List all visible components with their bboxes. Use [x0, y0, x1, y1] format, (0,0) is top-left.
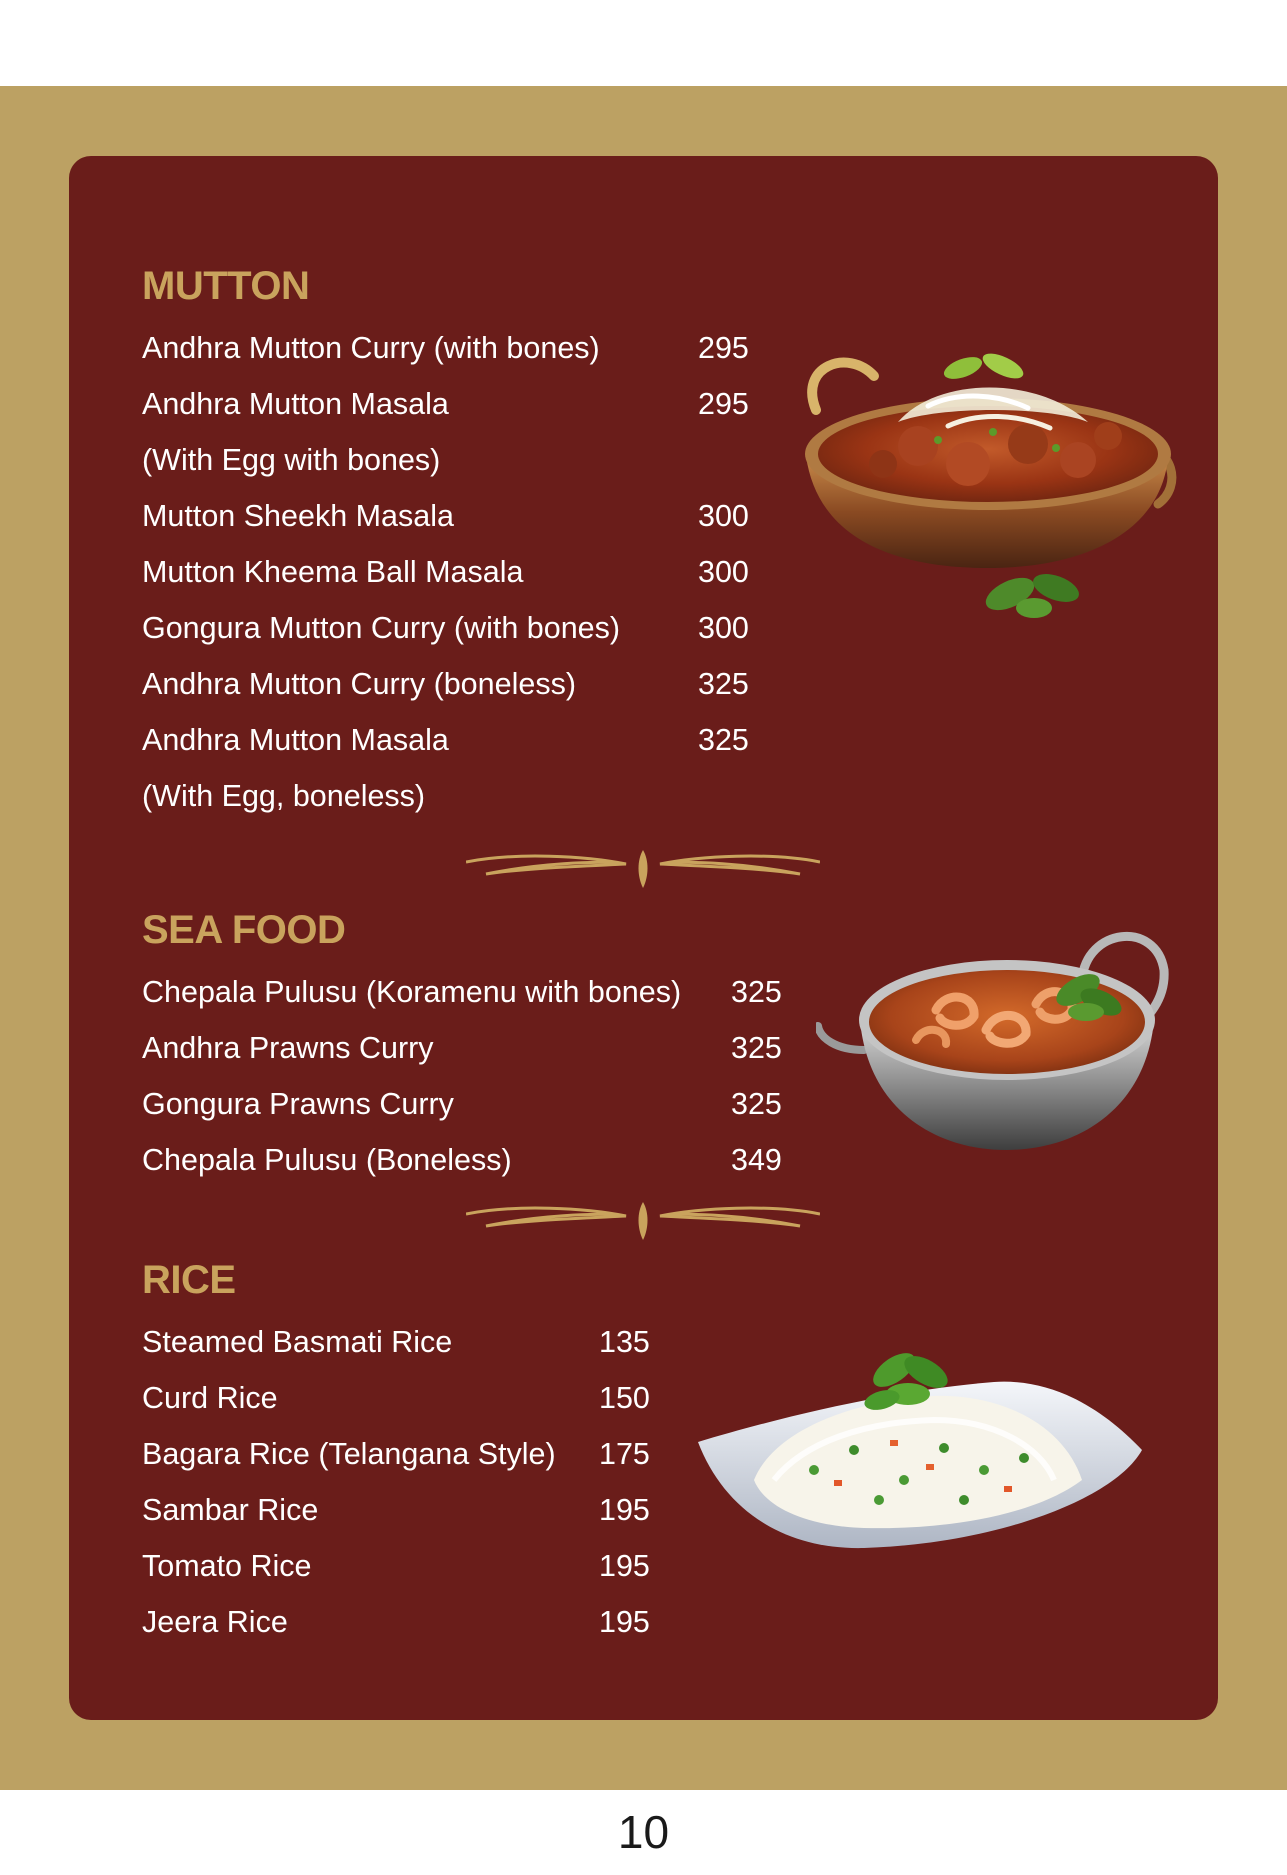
item-price: 349 — [731, 1143, 782, 1177]
item-name: Jeera Rice — [142, 1605, 288, 1639]
item-name: Gongura Prawns Curry — [142, 1087, 454, 1121]
item-name: Mutton Kheema Ball Masala — [142, 555, 524, 589]
item-name: Andhra Prawns Curry — [142, 1031, 434, 1065]
rice-plate-image — [694, 1330, 1146, 1570]
item-price: 300 — [698, 555, 749, 589]
item-name: Tomato Rice — [142, 1549, 312, 1583]
item-price: 325 — [731, 1031, 782, 1065]
section-title-rice: RICE — [142, 1258, 236, 1302]
item-price: 300 — [698, 611, 749, 645]
item-name: Andhra Mutton Masala — [142, 723, 449, 757]
page-number: 10 — [617, 1806, 670, 1858]
item-price: 175 — [599, 1437, 650, 1471]
item-price: 195 — [599, 1605, 650, 1639]
item-name: Bagara Rice (Telangana Style) — [142, 1437, 556, 1471]
item-price: 295 — [698, 387, 749, 421]
section-title-mutton: MUTTON — [142, 264, 310, 308]
item-name: Mutton Sheekh Masala — [142, 499, 454, 533]
item-price: 195 — [599, 1493, 650, 1527]
ornamental-divider — [466, 1200, 820, 1242]
item-price: 325 — [731, 1087, 782, 1121]
item-name: Andhra Mutton Curry (boneless) — [142, 667, 576, 701]
item-price: 325 — [698, 667, 749, 701]
item-price: 300 — [698, 499, 749, 533]
item-price: 135 — [599, 1325, 650, 1359]
item-name: Andhra Mutton Masala — [142, 387, 449, 421]
item-name: (With Egg with bones) — [142, 443, 441, 477]
item-name: Chepala Pulusu (Boneless) — [142, 1143, 512, 1177]
item-name: Andhra Mutton Curry (with bones) — [142, 331, 600, 365]
item-name: Steamed Basmati Rice — [142, 1325, 453, 1359]
ornamental-divider — [466, 848, 820, 890]
mutton-curry-kadai-image — [788, 336, 1188, 628]
item-price: 325 — [698, 723, 749, 757]
item-name: Chepala Pulusu (Koramenu with bones) — [142, 975, 682, 1009]
item-name: Curd Rice — [142, 1381, 278, 1415]
item-name: Sambar Rice — [142, 1493, 319, 1527]
item-name: Gongura Mutton Curry (with bones) — [142, 611, 621, 645]
item-price: 195 — [599, 1549, 650, 1583]
item-name: (With Egg, boneless) — [142, 779, 426, 813]
prawns-curry-kadai-image — [816, 920, 1176, 1160]
section-title-seafood: SEA FOOD — [142, 908, 346, 952]
item-price: 295 — [698, 331, 749, 365]
item-price: 325 — [731, 975, 782, 1009]
item-price: 150 — [599, 1381, 650, 1415]
